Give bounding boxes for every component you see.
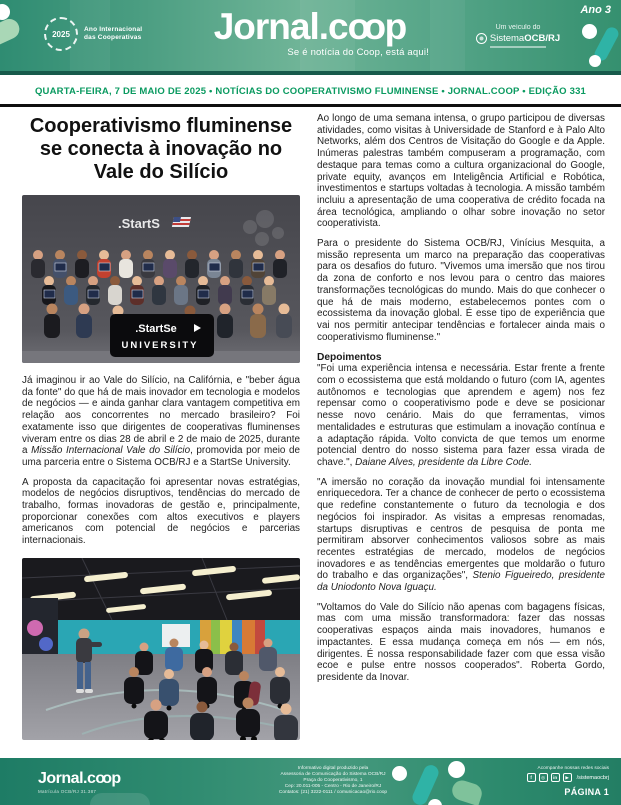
youtube-icon[interactable]: ▶ bbox=[563, 773, 572, 782]
photo1-banner bbox=[110, 314, 214, 357]
photo1-flag bbox=[172, 217, 191, 227]
year-2025-badge bbox=[44, 17, 142, 51]
logo-tagline: Se é notícia do Coop, está aqui! bbox=[287, 47, 429, 58]
page-number: PÁGINA 1 bbox=[564, 787, 609, 797]
footer-social-block bbox=[459, 766, 609, 797]
quote-paragraph: "A imersão no coração da inovação mundial foi intensamente enriquecedora. Ter a chance de conhecer de perto o ecossistema que redefine constantemente o futuro da tecnologia e dos negócios foi inspirador. As visitas a empresas renomadas, startups disruptivas e centros de pesquisa de ponta me permitiram absorver conhecimentos valiosos sobre as mais recentes estratégias de mercado, modelos de negócios inovadores e as tendências emergentes que moldarão o futuro do trabalho e das organizações", Stenio Figueiredo, presidente da Uniodonto Nova Iguaçu. bbox=[317, 476, 605, 594]
credit-line: Contatos: (21) 3222-0111 / comunicacao@rio.coop bbox=[278, 790, 388, 795]
footer-credits bbox=[243, 766, 423, 796]
quote-paragraph: "Voltamos do Vale do Silício não apenas com bagagens físicas, mas com uma missão transformadora: fazer das nossas cooperativas espaços ainda mais inovadores, humanos e impactantes. E essa mudança começa em nós — em nós, dirigentes. É nossa responsabilidade fazer com que essa visão ecoe e pulse entre nossos cooperados". Roberta Gordo, presidente da Inovar. bbox=[317, 601, 605, 683]
instagram-icon[interactable]: ◎ bbox=[539, 773, 548, 782]
depoimentos-heading: Depoimentos bbox=[317, 352, 382, 364]
sistema-ocbrj-logo: SistemaOCB/RJ bbox=[463, 33, 573, 44]
logo-wordmark: Jornal.coo p bbox=[213, 6, 407, 47]
year-badge-label: Ano Internacional das Cooperativas bbox=[84, 26, 143, 41]
date-bar-text: QUARTA-FEIRA, 7 DE MAIO DE 2025 • NOTÍCIAS DO COOPERATIVISMO FLUMINENSE • JORNAL.COOP • EDIÇÃO 331 bbox=[34, 86, 587, 97]
footer bbox=[0, 758, 621, 805]
coop-motif-dot bbox=[428, 799, 442, 805]
lecture-photo bbox=[22, 558, 300, 740]
jornal-coop-logo bbox=[185, 8, 435, 58]
edition-year-label: Ano 3 bbox=[580, 4, 611, 16]
social-handle: /sistemaocbrj bbox=[576, 774, 609, 781]
sistema-ocbrj-block: Um veículo do SistemaOCB/RJ bbox=[463, 24, 573, 48]
quote-attribution: Stenio Figueiredo, presidente da Uniodonto Nova Iguaçu. bbox=[317, 570, 605, 594]
photo2-screen bbox=[22, 598, 58, 660]
social-icons-row bbox=[459, 773, 609, 782]
coop-motif-dot bbox=[589, 55, 601, 67]
sistema-ocbrj-icon bbox=[476, 33, 487, 44]
coop-motif-ghost bbox=[90, 793, 150, 805]
facebook-icon[interactable]: f bbox=[527, 773, 536, 782]
left-column bbox=[22, 113, 300, 768]
quote-paragraph: "Foi uma experiência intensa e necessária. Estar frente a frente com o ecossistema que está moldando o futuro (com IA, agentes autônomos e tecnologias que aprendem e agem) nos fez repensar como o cooperativismo pode e deve se posicionar nesse novo cenário. Mais do que ferramentas, vimos mentalidades e estruturas que estimulam a inovação contínua e a adaptação rápida. Volto convicta de que temos um enorme potencial dentro do nosso sistema para fazer essa virada de chave.", Daiane Alves, presidente da Libre Code. bbox=[317, 363, 605, 468]
year-2025-text: 2025 bbox=[52, 29, 70, 39]
footer-logo-subline: Matrícula OCB/RJ 31.387 bbox=[38, 789, 97, 794]
group-photo bbox=[22, 195, 300, 363]
banner-university-text: UNIVERSITY bbox=[121, 340, 199, 351]
quote-attribution: Daiane Alves, presidente da Libre Code. bbox=[355, 456, 533, 468]
article-body bbox=[0, 107, 621, 768]
logo-infinity-oo: oo bbox=[347, 6, 380, 47]
credit-line: Praça do Cooperativismo, 1 bbox=[303, 778, 363, 783]
masthead-ghost-stripe bbox=[430, 0, 465, 71]
paragraph: Para o presidente do Sistema OCB/RJ, Vinícius Mesquita, a missão representa um marco na preparação das cooperativas para os desafios do futuro. "Vivemos uma imersão que nos tirou da zona de conforto e nos levou para o centro das maiores transformações tecnológicas do mundo. Mais do que conhecer o que há de mais moderno, estabelecemos pontes com o ecossistema da inovação global. É esse tipo de experiência que vai nos permitir antecipar tendências e fortalecer ainda mais o cooperativismo fluminense." bbox=[317, 238, 605, 343]
credit-line: Cep: 20.011-005 - Centro - Rio de Janeiro/RJ bbox=[284, 784, 382, 789]
footer-logo-wordmark: Jornal.coo p bbox=[38, 770, 121, 787]
date-bar bbox=[0, 71, 621, 107]
paragraph: Já imaginou ir ao Vale do Silício, na Califórnia, e "beber água da fonte" do que há de mais inovador em tecnologia e modelos de negócios — e ainda ganhar clara vantagem competitiva em relação aos concorrentes no mercado brasileiro? Foi exatamente isso que dirigentes de cooperativas fluminenses viveram entre os dias 28 de abril e 2 de maio de 2025, durante a Missão Internacional Vale do Silício, promovida por meio de uma parceria entre o Sistema OCB/RJ e a StartSe University. bbox=[22, 375, 300, 468]
headline: Cooperativismo fluminense se conecta à inovação no Vale do Silício bbox=[29, 115, 293, 183]
banner-startse-text: .StartSe bbox=[135, 323, 177, 335]
footer-logo bbox=[38, 770, 121, 794]
photo1-wall-text: .StartS bbox=[118, 216, 160, 231]
year-2025-ring bbox=[44, 17, 78, 51]
linkedin-icon[interactable]: in bbox=[551, 773, 560, 782]
coop-motif-dot bbox=[582, 24, 597, 39]
footer-logo-infinity-oo: oo bbox=[95, 770, 110, 787]
coop-motif-dot bbox=[0, 4, 10, 20]
credit-line: Informativo digital produzido pela bbox=[297, 766, 369, 771]
sistema-ocbrj-subline bbox=[490, 46, 546, 48]
coop-motif-leaf bbox=[0, 16, 23, 48]
masthead bbox=[0, 0, 621, 71]
credit-line: Assessoria de Comunicação do Sistema OCB/RJ bbox=[280, 772, 386, 777]
paragraph: Ao longo de uma semana intensa, o grupo participou de diversas atividades, como visitas à Universidade de Stanford e à Palo Alto Networks, além dos Centros de Visitação do Google e da Apple. Inúmeras palestras também compuseram a programação, com destaque para temas como a cultura organizacional do Google, private equity, avanços em Inteligência Artificial e Robótica, investimentos e startups voltadas à tecnologia. A missão também incluiu a apresentação de uma cooperativa de crédito focada na área tecnológica, ampliando o olhar sobre inovação no setor cooperativista. bbox=[317, 113, 605, 230]
right-column bbox=[317, 113, 605, 768]
paragraph: A proposta da capacitação foi apresentar novas estratégias, modelos de negócios disruptivos, tendências do mercado de trabalho, formas inovadoras de gestão e, principalmente, proporcionar conexões com altos executivos e players americanos com potencial de negócios e parcerias internacionais. bbox=[22, 476, 300, 547]
social-label: Acompanhe nossas redes sociais bbox=[537, 766, 609, 771]
